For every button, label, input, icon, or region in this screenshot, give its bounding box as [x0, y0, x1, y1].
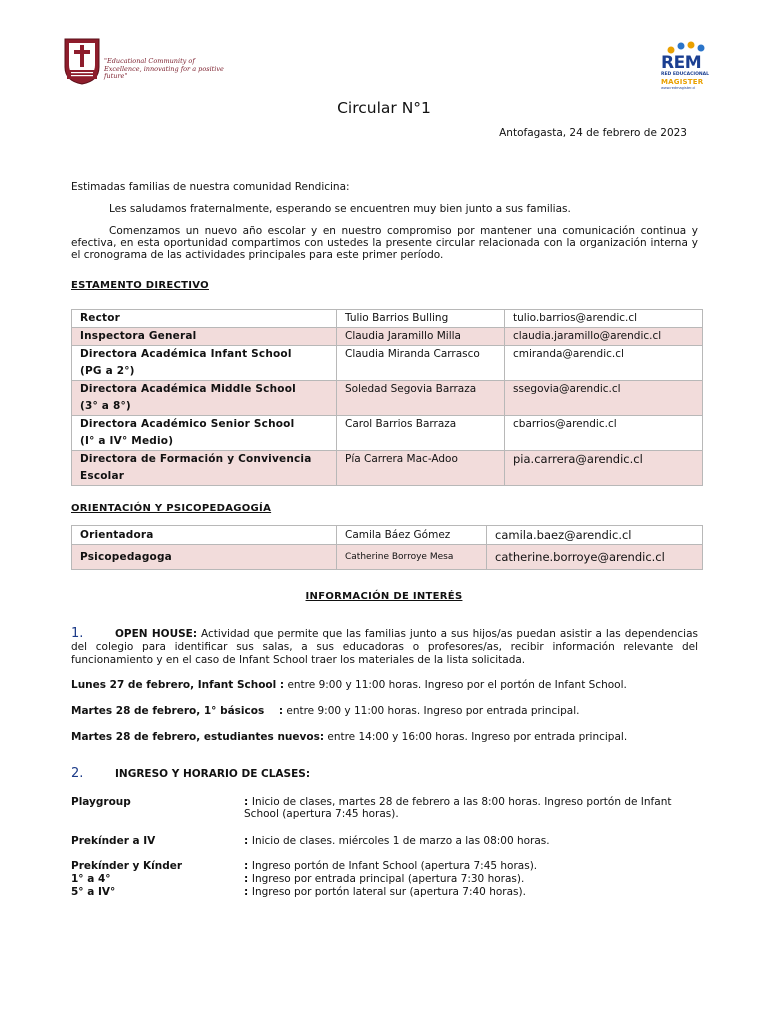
- email-cell: cmiranda@arendic.cl: [505, 346, 703, 381]
- rem-url: www.redmagister.cl: [661, 86, 696, 90]
- table-row: [72, 451, 703, 486]
- role-cell: [72, 328, 337, 346]
- name-cell: Camila Báez Gómez: [337, 526, 487, 545]
- role-cell: Psicopedagoga: [72, 545, 337, 570]
- name-cell: Claudia Jaramillo Milla: [337, 328, 505, 346]
- rem-magister: MAGISTER: [661, 78, 704, 86]
- email-cell: camila.baez@arendic.cl: [487, 526, 703, 545]
- schedule-value: : Inicio de clases, martes 28 de febrero a las 8:00 horas. Ingreso portón de Infant School (apertura 7:45 horas).: [244, 796, 672, 820]
- email-cell: claudia.jaramillo@arendic.cl: [505, 328, 703, 346]
- role-cell: [72, 416, 337, 451]
- role-cell: [72, 381, 337, 416]
- document-title: Circular N°1: [337, 99, 431, 117]
- school-logo: [63, 37, 224, 87]
- schedule-value: : Ingreso portón de Infant School (apertura 7:45 horas).: [244, 860, 538, 872]
- schedule-label: 1° a 4°: [71, 873, 111, 885]
- schedule-label: Playgroup: [71, 796, 131, 808]
- paragraph-2: Comenzamos un nuevo año escolar y en nuestro compromiso por mantener una comunicación continua y efectiva, en esta oportunidad compartimos con ustedes la presente circular relacionada con la organización interna y el cronograma de las actividades principales para este primer período.: [71, 225, 698, 261]
- email-cell: cbarrios@arendic.cl: [505, 416, 703, 451]
- line-text: entre 9:00 y 11:00 horas. Ingreso por el portón de Infant School.: [284, 679, 627, 691]
- email-cell: catherine.borroye@arendic.cl: [487, 545, 703, 570]
- schedule-value: : Inicio de clases. miércoles 1 de marzo a las 08:00 horas.: [244, 835, 550, 847]
- email-cell: pia.carrera@arendic.cl: [505, 451, 703, 486]
- line-bold: Martes 28 de febrero, 1° básicos :: [71, 705, 284, 717]
- school-crest-icon: [63, 37, 101, 85]
- line-bold: Martes 28 de febrero, estudiantes nuevos:: [71, 731, 325, 743]
- role-line: Directora Académica Middle School: [80, 383, 296, 395]
- table-row: [72, 545, 703, 570]
- role-line: (PG a 2°): [80, 365, 135, 377]
- item-1-text: Actividad que permite que las familias junto a sus hijos/as puedan asistir a las dependencias del colegio para identificar sus salas, a sus educadoras o profesores/as, recibir información relevante del funcionamiento y en el caso de Infant School traer los materiales de la lista solicitada.: [71, 628, 698, 666]
- schedule-value: : Ingreso por entrada principal (apertura 7:30 horas).: [244, 873, 525, 885]
- role-cell: Orientadora: [72, 526, 337, 545]
- table-row: [72, 381, 703, 416]
- role-line: Directora Académico Senior School: [80, 418, 295, 430]
- role-line: Inspectora General: [80, 330, 197, 342]
- name-cell: Tulio Barrios Bulling: [337, 310, 505, 328]
- name-cell: Claudia Miranda Carrasco: [337, 346, 505, 381]
- open-house-line-2: [71, 705, 698, 717]
- greeting: Estimadas familias de nuestra comunidad Rendicina:: [71, 181, 350, 193]
- name-cell: Carol Barrios Barraza: [337, 416, 505, 451]
- email-cell: tulio.barrios@arendic.cl: [505, 310, 703, 328]
- document-date: Antofagasta, 24 de febrero de 2023: [499, 127, 687, 139]
- item-1-paragraph: [71, 627, 698, 667]
- directive-table: [71, 309, 703, 486]
- line-bold: Lunes 27 de febrero, Infant School :: [71, 679, 285, 691]
- email-cell: ssegovia@arendic.cl: [505, 381, 703, 416]
- table-row: [72, 310, 703, 328]
- rem-brand: REM: [661, 53, 702, 73]
- network-logo: [659, 41, 715, 91]
- name-cell: Pía Carrera Mac-Adoo: [337, 451, 505, 486]
- item-1-number: 1.: [71, 626, 84, 641]
- paragraph-1: Les saludamos fraternalmente, esperando se encuentren muy bien junto a sus familias.: [109, 203, 571, 215]
- role-line: Rector: [80, 312, 121, 324]
- role-line: Directora Académica Infant School: [80, 348, 292, 360]
- open-house-line-3: [71, 731, 698, 743]
- heading-info: INFORMACIÓN DE INTERÉS: [305, 591, 463, 602]
- role-line: (3° a 8°): [80, 400, 131, 412]
- table-row: [72, 416, 703, 451]
- name-cell: Soledad Segovia Barraza: [337, 381, 505, 416]
- table-row: [72, 346, 703, 381]
- name-cell: Catherine Borroye Mesa: [337, 545, 487, 570]
- role-cell: [72, 451, 337, 486]
- heading-orientacion: ORIENTACIÓN Y PSICOPEDAGOGÍA: [71, 503, 272, 514]
- schedule-label: Prekínder y Kínder: [71, 860, 183, 872]
- open-house-line-1: [71, 679, 698, 691]
- schedule-label: 5° a IV°: [71, 886, 116, 898]
- line-text: entre 9:00 y 11:00 horas. Ingreso por entrada principal.: [283, 705, 580, 717]
- role-line: Directora de Formación y Convivencia: [80, 453, 312, 465]
- item-2-label: INGRESO Y HORARIO DE CLASES:: [115, 768, 311, 780]
- schedule-label: Prekínder a IV: [71, 835, 156, 847]
- role-cell: [72, 346, 337, 381]
- table-row: [72, 328, 703, 346]
- item-2-number: 2.: [71, 766, 84, 781]
- item-2-heading: [71, 768, 698, 780]
- item-1-label: OPEN HOUSE:: [115, 628, 198, 640]
- role-cell: [72, 310, 337, 328]
- role-line: (I° a IV° Medio): [80, 435, 174, 447]
- line-text: entre 14:00 y 16:00 horas. Ingreso por entrada principal.: [324, 731, 628, 743]
- role-line: Escolar: [80, 470, 125, 482]
- schedule-value: : Ingreso por portón lateral sur (apertura 7:40 horas).: [244, 886, 526, 898]
- heading-estamento: ESTAMENTO DIRECTIVO: [71, 280, 209, 291]
- orientation-table: [71, 525, 703, 570]
- rem-subtitle: RED EDUCACIONAL: [661, 72, 710, 77]
- table-row: [72, 526, 703, 545]
- school-motto: "Educational Community of Excellence, innovating for a positive future": [104, 57, 224, 80]
